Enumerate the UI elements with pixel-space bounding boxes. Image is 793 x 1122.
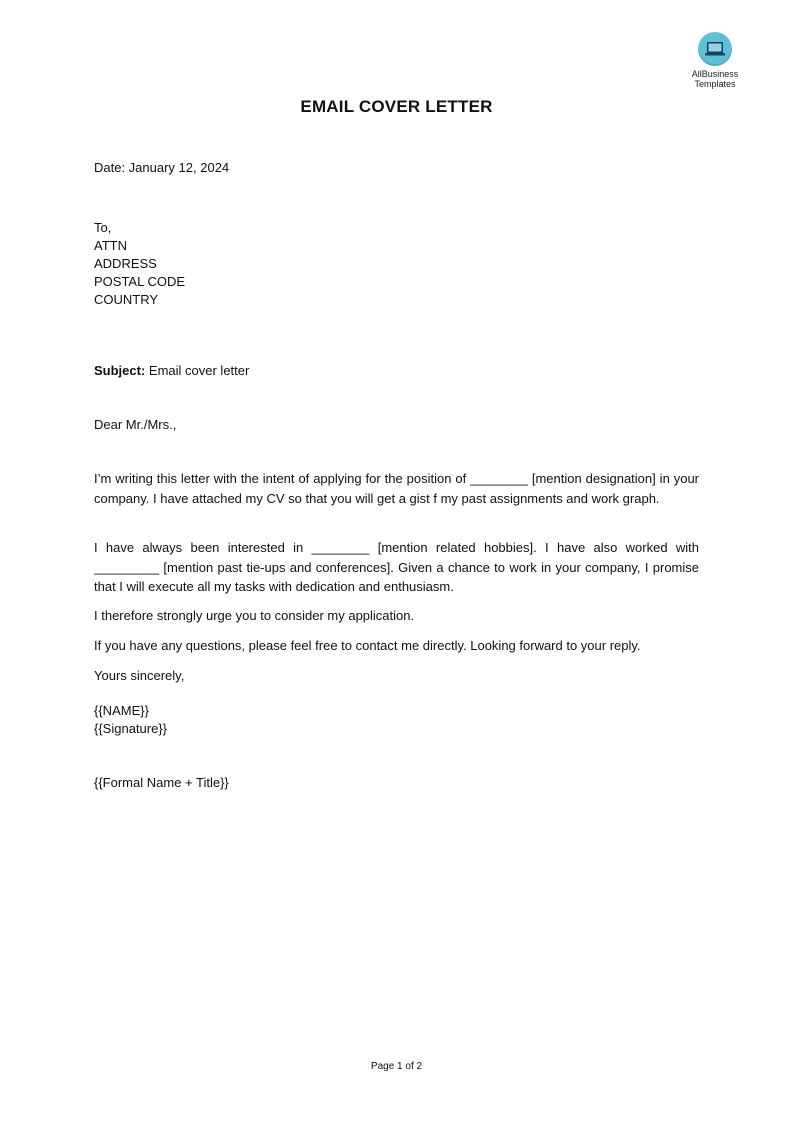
- subject-text: Email cover letter: [145, 363, 250, 378]
- paragraph-2: [94, 538, 699, 597]
- subject-label: Subject:: [94, 363, 146, 378]
- logo-line-1: AllBusiness: [691, 69, 739, 79]
- subject-line: [94, 362, 699, 380]
- formal-name-title: {{Formal Name + Title}}: [94, 775, 229, 790]
- address-line-to: To,: [94, 220, 112, 235]
- laptop-icon: [698, 32, 732, 66]
- closing: Yours sincerely,: [94, 668, 185, 683]
- address-line-postal: POSTAL CODE: [94, 274, 186, 289]
- address-line-country: COUNTRY: [94, 292, 159, 307]
- page-number: Page 1 of 2: [370, 1061, 423, 1072]
- allbusiness-logo: [681, 32, 749, 89]
- signature-block: [94, 702, 699, 738]
- paragraph-1: [94, 469, 699, 508]
- address-line-attn: ATTN: [94, 238, 127, 253]
- greeting: Dear Mr./Mrs.,: [94, 417, 177, 432]
- paragraph-3: I therefore strongly urge you to consider my application.: [94, 608, 415, 623]
- signature-name: {{NAME}}: [94, 703, 149, 718]
- logo-text: [692, 69, 739, 89]
- date-line: Date: January 12, 2024: [94, 160, 230, 175]
- document-title: EMAIL COVER LETTER: [300, 97, 493, 116]
- address-line-address: ADDRESS: [94, 256, 157, 271]
- signature-placeholder: {{Signature}}: [94, 721, 168, 736]
- paragraph-text: I have always been interested in ________ [mention related hobbies]. I have also worked with _________ [mention past tie-ups and conferences]. Given a chance to work in your company, I promise that I will execute all my tasks with dedication and enthusiasm.: [94, 540, 699, 594]
- address-block: [94, 219, 699, 309]
- logo-line-2: Templates: [694, 79, 736, 89]
- paragraph-4: If you have any questions, please feel free to contact me directly. Looking forward to your reply.: [94, 638, 641, 653]
- paragraph-text: I’m writing this letter with the intent of applying for the position of ________ [mention designation] in your company. I have attached my CV so that you will get a gist f my past assignments and work graph.: [94, 471, 699, 506]
